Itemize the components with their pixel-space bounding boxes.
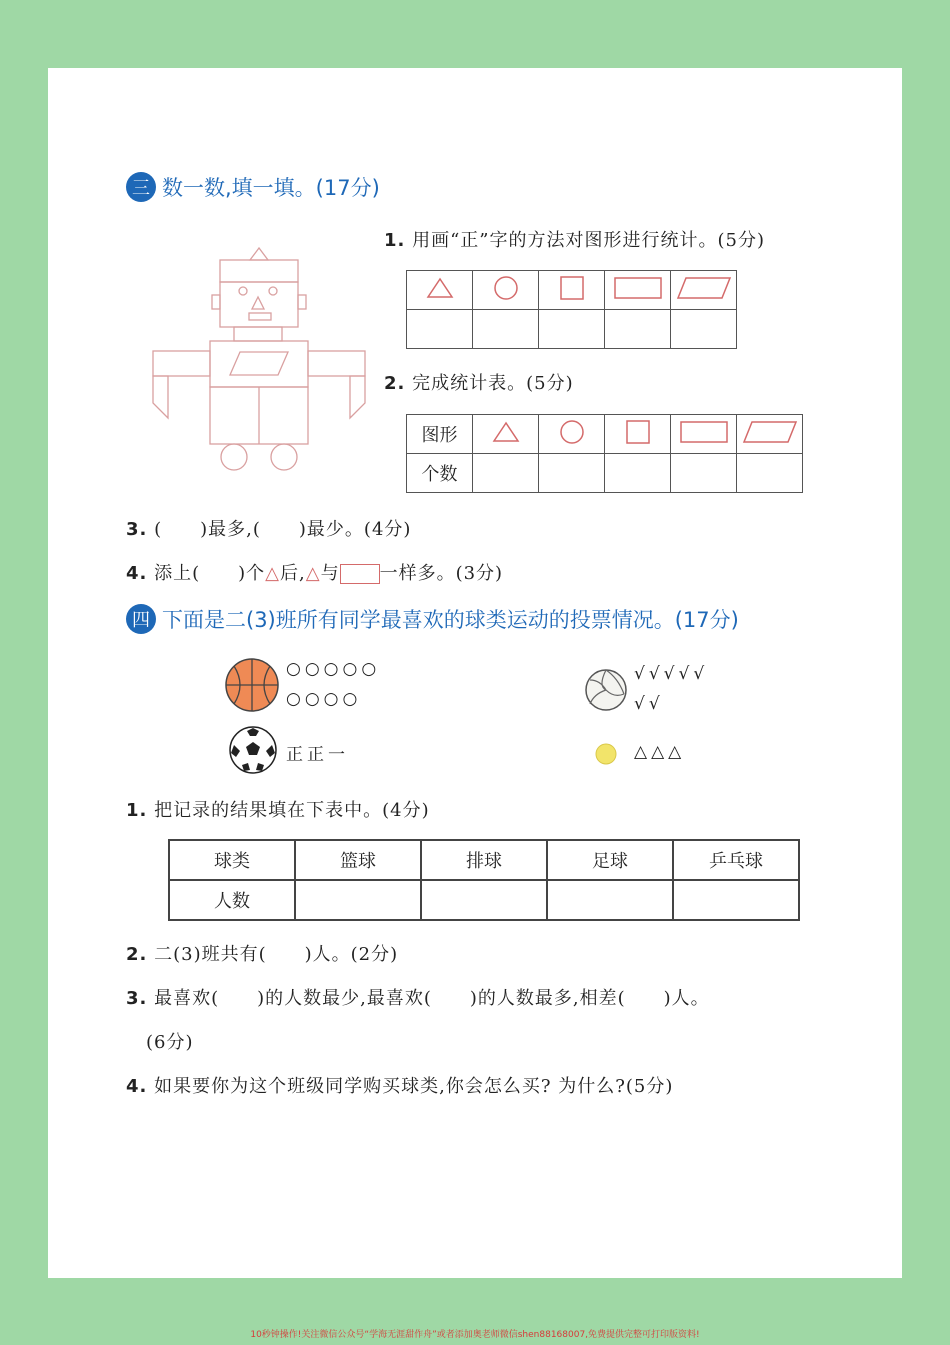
shape-count-table xyxy=(406,414,803,493)
robot-nose-triangle xyxy=(252,297,264,309)
circle-icon xyxy=(558,419,586,445)
s4-q3-score: (6分) xyxy=(146,1032,194,1053)
robot-body-upper xyxy=(210,341,308,387)
s4-q1-number: 1. xyxy=(126,800,148,821)
square-icon xyxy=(625,419,651,445)
s4-question-2 xyxy=(126,940,398,966)
tally-square-cell xyxy=(539,271,605,310)
section-3-badge: 三 xyxy=(126,172,156,202)
rectangle-icon xyxy=(340,564,380,584)
basketball-votes-row1: ○○○○○ xyxy=(286,659,381,679)
tally-table xyxy=(406,270,737,349)
s4-q1-text: 把记录的结果填在下表中。(4分) xyxy=(154,800,430,821)
square-icon xyxy=(559,275,585,301)
tally-parallelogram-cell xyxy=(671,271,737,310)
footer-notice: 10秒钟操作!关注微信公众号“学海无涯甜作舟”或者添加奥老师微信shen88168007,免费提供完整可打印版资料! xyxy=(250,1330,700,1340)
tally-circle-cell xyxy=(473,271,539,310)
shape-square-cell xyxy=(605,415,671,454)
volleyball-icon xyxy=(584,668,628,712)
section-3-header xyxy=(126,172,380,202)
s3-question-3 xyxy=(126,515,411,541)
vote-count-blank-cell[interactable] xyxy=(295,880,421,920)
s3-question-4 xyxy=(126,559,503,585)
parallelogram-icon xyxy=(676,276,732,300)
robot-left-eye xyxy=(239,287,247,295)
s3-q1-text: 用画“正”字的方法对图形进行统计。(5分) xyxy=(412,230,766,251)
section-4-badge: 四 xyxy=(126,604,156,634)
s3-question-2 xyxy=(384,369,574,395)
tally-blank-cell[interactable] xyxy=(605,310,671,349)
section-4-header xyxy=(126,604,739,634)
basketball-votes-row2: ○○○○ xyxy=(286,689,362,709)
s3-q4-part3: 与 xyxy=(320,563,340,584)
tally-blank-cell[interactable] xyxy=(473,310,539,349)
robot-left-ear xyxy=(212,295,220,309)
vote-count-blank-cell[interactable] xyxy=(421,880,547,920)
s4-q3-number: 3. xyxy=(126,988,148,1009)
s4-q2-text[interactable]: 二(3)班共有( )人。(2分) xyxy=(154,944,399,965)
rectangle-icon xyxy=(613,276,663,300)
robot-figure xyxy=(148,243,373,478)
rectangle-icon xyxy=(679,420,729,444)
count-blank-cell[interactable] xyxy=(473,454,539,493)
tally-blank-cell[interactable] xyxy=(407,310,473,349)
count-blank-cell[interactable] xyxy=(539,454,605,493)
volleyball-votes-row2: √√ xyxy=(634,694,664,714)
section-3-title: 数一数,填一填。(17分) xyxy=(162,176,380,200)
s3-q4-part2: 后, xyxy=(280,563,306,584)
s3-question-1 xyxy=(384,226,765,252)
vote-count-blank-cell[interactable] xyxy=(547,880,673,920)
ball-vote-table xyxy=(168,839,800,921)
tally-triangle-cell xyxy=(407,271,473,310)
triangle-icon: △ xyxy=(305,563,321,584)
s3-q2-number: 2. xyxy=(384,373,406,394)
table-header-football: 足球 xyxy=(547,840,673,880)
count-blank-cell[interactable] xyxy=(605,454,671,493)
robot-left-arm xyxy=(153,351,210,376)
tally-blank-cell[interactable] xyxy=(671,310,737,349)
s3-q2-text: 完成统计表。(5分) xyxy=(412,373,574,394)
s4-q4-number: 4. xyxy=(126,1076,148,1097)
s3-q4-part1[interactable]: 添上( )个 xyxy=(154,563,266,584)
table-header-pingpong: 乒乓球 xyxy=(673,840,799,880)
vote-count-blank-cell[interactable] xyxy=(673,880,799,920)
s4-q2-number: 2. xyxy=(126,944,148,965)
s4-question-4 xyxy=(126,1072,673,1098)
pingpong-ball-icon xyxy=(594,742,618,766)
s4-question-1 xyxy=(126,796,430,822)
pingpong-votes: △△△ xyxy=(634,742,686,762)
robot-right-ear xyxy=(298,295,306,309)
robot-right-eye xyxy=(269,287,277,295)
table-header-basketball: 篮球 xyxy=(295,840,421,880)
circle-icon xyxy=(492,275,520,301)
s4-question-3 xyxy=(126,984,710,1010)
robot-neck xyxy=(234,327,282,341)
shape-rectangle-cell xyxy=(671,415,737,454)
shape-parallelogram-cell xyxy=(737,415,803,454)
triangle-icon xyxy=(492,421,520,443)
worksheet-page xyxy=(48,68,902,1278)
row-label-shape: 图形 xyxy=(407,415,473,454)
s3-q4-part4: 一样多。(3分) xyxy=(379,563,504,584)
triangle-icon: △ xyxy=(265,563,280,584)
s4-q3-text[interactable]: 最喜欢( )的人数最少,最喜欢( )的人数最多,相差( )人。 xyxy=(154,988,710,1009)
triangle-icon xyxy=(426,277,454,299)
volleyball-votes-row1: √√√√√ xyxy=(634,664,709,684)
s3-q1-number: 1. xyxy=(384,230,406,251)
football-votes: 正正一 xyxy=(286,745,349,765)
robot-mouth xyxy=(249,313,271,320)
table-header-volleyball: 排球 xyxy=(421,840,547,880)
s3-q4-number: 4. xyxy=(126,563,148,584)
robot-left-wheel xyxy=(221,444,247,470)
s4-q4-text: 如果要你为这个班级同学购买球类,你会怎么买? 为什么?(5分) xyxy=(154,1076,674,1097)
basketball-icon xyxy=(224,657,280,713)
robot-right-wheel xyxy=(271,444,297,470)
section-4-title: 下面是二(3)班所有同学最喜欢的球类运动的投票情况。(17分) xyxy=(162,608,739,632)
football-icon xyxy=(228,725,278,775)
parallelogram-icon xyxy=(742,420,798,444)
tally-rectangle-cell xyxy=(605,271,671,310)
robot-chest-parallelogram xyxy=(230,352,288,375)
robot-left-hand xyxy=(153,376,168,418)
robot-right-hand xyxy=(350,376,365,418)
row-label-count: 个数 xyxy=(407,454,473,493)
shape-circle-cell xyxy=(539,415,605,454)
s3-q3-number: 3. xyxy=(126,519,148,540)
table-row-label-count: 人数 xyxy=(169,880,295,920)
robot-hat xyxy=(220,260,298,282)
count-blank-cell[interactable] xyxy=(671,454,737,493)
s3-q3-text[interactable]: ( )最多,( )最少。(4分) xyxy=(154,519,412,540)
shape-triangle-cell xyxy=(473,415,539,454)
table-header-ball-type: 球类 xyxy=(169,840,295,880)
count-blank-cell[interactable] xyxy=(737,454,803,493)
robot-antenna-triangle xyxy=(250,248,268,260)
robot-right-arm xyxy=(308,351,365,376)
tally-blank-cell[interactable] xyxy=(539,310,605,349)
